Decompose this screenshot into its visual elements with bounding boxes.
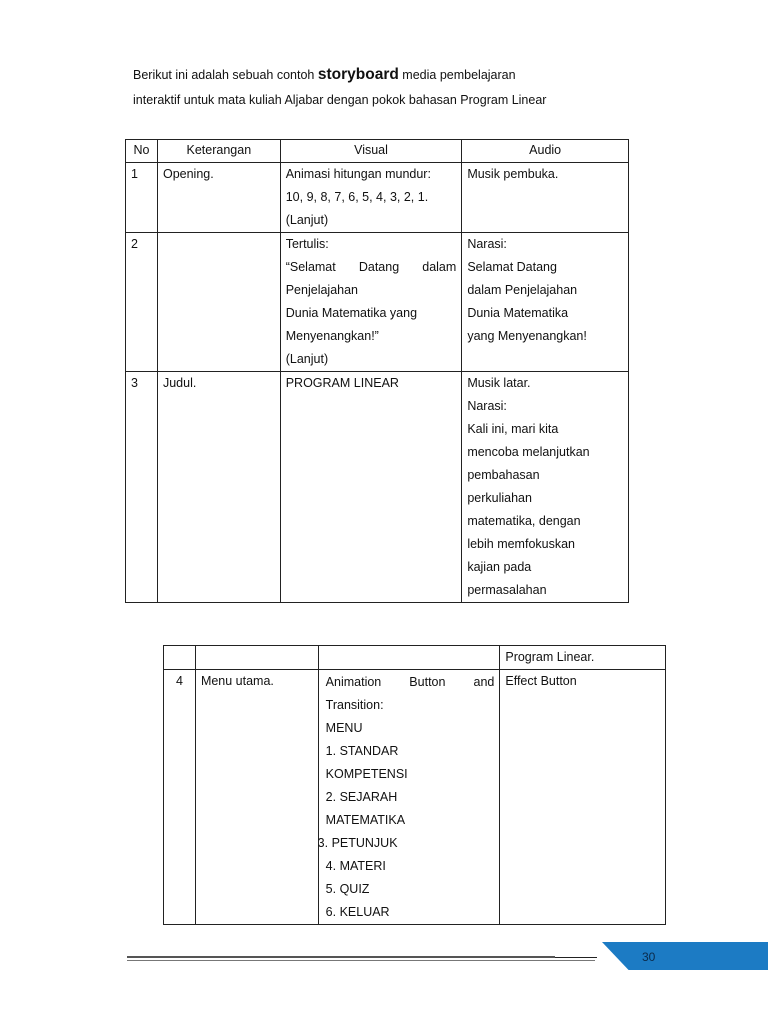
text-line: “Selamat Datang dalam bbox=[285, 260, 457, 274]
table-row bbox=[126, 233, 629, 372]
page-number-tab bbox=[602, 942, 768, 970]
text-line: yang Menyenangkan! bbox=[467, 329, 587, 343]
footer-rule bbox=[127, 956, 555, 958]
header-no: No bbox=[126, 140, 158, 163]
cell-keterangan bbox=[195, 646, 318, 670]
text-line: Penjelajahan bbox=[285, 283, 359, 297]
text-line: Dunia Matematika bbox=[467, 306, 569, 320]
cell-no bbox=[164, 646, 196, 670]
cell-audio bbox=[500, 670, 666, 925]
cell-audio: Program Linear. bbox=[500, 646, 666, 670]
cell-visual bbox=[318, 646, 500, 670]
text-line: 4. MATERI bbox=[325, 859, 386, 873]
text-line: Effect Button bbox=[505, 674, 577, 688]
text-line: 2. SEJARAH bbox=[325, 790, 398, 804]
text-line: 1. STANDAR bbox=[325, 744, 399, 758]
text-line: Narasi: bbox=[467, 237, 507, 251]
text-line: PROGRAM LINEAR bbox=[285, 376, 399, 390]
text-line: Musik pembuka. bbox=[467, 167, 559, 181]
cell-visual bbox=[318, 670, 500, 925]
cell-audio bbox=[462, 233, 629, 372]
text-line: perkuliahan bbox=[467, 491, 532, 505]
text-line: MATEMATIKA bbox=[325, 813, 406, 827]
intro-line-1 bbox=[133, 62, 653, 88]
table-row bbox=[164, 670, 666, 925]
text-line: matematika, dengan bbox=[467, 514, 581, 528]
cell-no: 3 bbox=[126, 372, 158, 603]
text-line: kajian pada bbox=[467, 560, 532, 574]
page-number: 30 bbox=[642, 950, 656, 964]
header-visual: Visual bbox=[280, 140, 462, 163]
intro-text-post: media pembelajaran bbox=[398, 68, 516, 82]
storyboard-table-continued bbox=[163, 645, 666, 925]
cell-audio bbox=[462, 163, 629, 233]
intro-line-2: interaktif untuk mata kuliah Aljabar dengan pokok bahasan Program Linear bbox=[133, 93, 547, 107]
text-line: dalam Penjelajahan bbox=[467, 283, 578, 297]
text-line: Narasi: bbox=[467, 399, 507, 413]
cell-visual bbox=[280, 372, 462, 603]
text-line: 6. KELUAR bbox=[325, 905, 390, 919]
text-line: Selamat Datang bbox=[467, 260, 557, 274]
text-line: lebih memfokuskan bbox=[467, 537, 576, 551]
text-line: 10, 9, 8, 7, 6, 5, 4, 3, 2, 1. bbox=[285, 190, 429, 204]
header-audio: Audio bbox=[462, 140, 629, 163]
intro-paragraph bbox=[133, 62, 653, 113]
table-row bbox=[126, 163, 629, 233]
text-line: Musik latar. bbox=[467, 376, 531, 390]
text-line: 5. QUIZ bbox=[325, 882, 370, 896]
text-line: MENU bbox=[325, 721, 363, 735]
intro-text-pre: Berikut ini adalah sebuah contoh bbox=[133, 68, 318, 82]
cell-audio bbox=[462, 372, 629, 603]
text-line: Dunia Matematika yang bbox=[285, 306, 418, 320]
intro-keyword: storyboard bbox=[317, 66, 399, 83]
text-line: Kali ini, mari kita bbox=[467, 422, 559, 436]
cell-keterangan: Menu utama. bbox=[195, 670, 318, 925]
cell-no: 1 bbox=[126, 163, 158, 233]
header-keterangan: Keterangan bbox=[157, 140, 280, 163]
text-line: (Lanjut) bbox=[285, 213, 329, 227]
text-line: pembahasan bbox=[467, 468, 540, 482]
text-line: (Lanjut) bbox=[285, 352, 329, 366]
cell-keterangan: Opening. bbox=[157, 163, 280, 233]
table-row-continuation bbox=[164, 646, 666, 670]
table-row bbox=[126, 372, 629, 603]
storyboard-table bbox=[125, 139, 629, 603]
text-line: Transition: bbox=[325, 698, 384, 712]
text-line: KOMPETENSI bbox=[325, 767, 408, 781]
footer-rule bbox=[127, 960, 595, 961]
text-line: 3. PETUNJUK bbox=[317, 836, 398, 850]
text-line: permasalahan bbox=[467, 583, 547, 597]
cell-keterangan: Judul. bbox=[157, 372, 280, 603]
cell-no: 4 bbox=[164, 670, 196, 925]
table-header-row bbox=[126, 140, 629, 163]
text-line: Animasi hitungan mundur: bbox=[285, 167, 431, 181]
footer-rule bbox=[555, 957, 597, 958]
cell-keterangan bbox=[157, 233, 280, 372]
cell-no: 2 bbox=[126, 233, 158, 372]
cell-visual bbox=[280, 163, 462, 233]
text-line: Menyenangkan!” bbox=[285, 329, 379, 343]
cell-visual bbox=[280, 233, 462, 372]
text-line: Animation Button and bbox=[325, 675, 495, 689]
text-line: mencoba melanjutkan bbox=[467, 445, 590, 459]
text-line: Tertulis: bbox=[285, 237, 329, 251]
